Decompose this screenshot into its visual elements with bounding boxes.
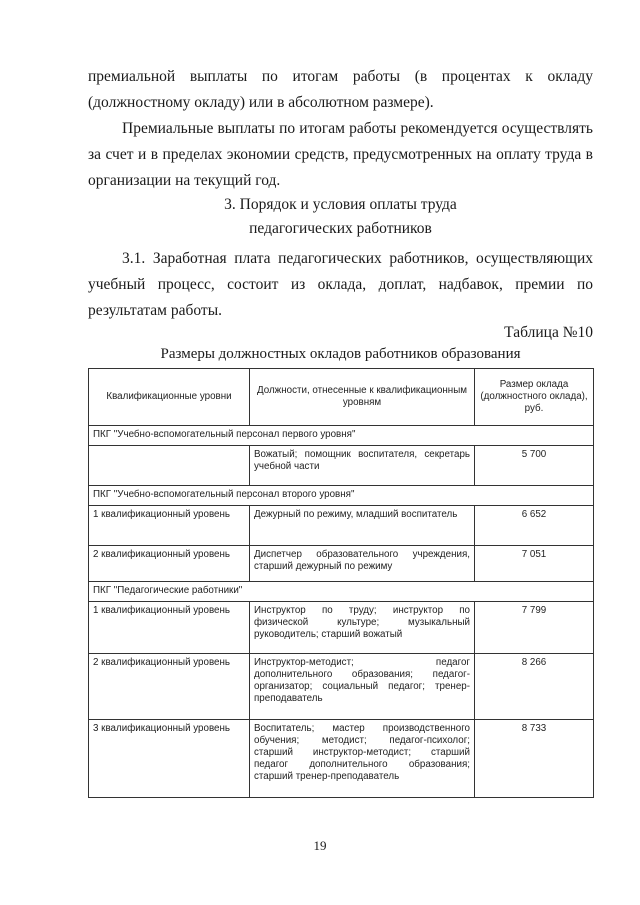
level-cell: 1 квалификационный уровень (89, 602, 250, 654)
group-row (89, 426, 594, 446)
table-row (89, 720, 594, 798)
table-row (89, 602, 594, 654)
paragraph-premium-payments: Премиальные выплаты по итогам работы рекомендуется осуществлять за счет и в пределах экономии средств, предусмотренных на оплату труда в организации на текущий год. (88, 120, 593, 189)
table-number: Таблица №10 (504, 324, 593, 341)
positions-cell: Инструктор-методист; педагог дополнительного образования; педагог-организатор; социальный педагог; тренер-преподаватель (250, 654, 475, 720)
salary-cell: 5 700 (475, 446, 594, 486)
section-subtitle: педагогических работников (249, 220, 432, 237)
header-levels: Квалификационные уровни (89, 369, 250, 426)
level-cell: 1 квалификационный уровень (89, 506, 250, 546)
group-row (89, 582, 594, 602)
table-row (89, 546, 594, 582)
table-header-row (89, 369, 594, 426)
positions-cell: Вожатый; помощник воспитателя, секретарь учебной части (250, 446, 475, 486)
salary-cell: 7 051 (475, 546, 594, 582)
section-title: 3. Порядок и условия оплаты труда (224, 196, 457, 213)
positions-cell: Диспетчер образовательного учреждения, старший дежурный по режиму (250, 546, 475, 582)
level-cell (89, 446, 250, 486)
level-cell: 2 квалификационный уровень (89, 654, 250, 720)
positions-cell: Воспитатель; мастер производственного обучения; методист; педагог-психолог; старший инструктор-методист; старший педагог дополнительного образования; старший тренер-преподаватель (250, 720, 475, 798)
level-cell: 2 квалификационный уровень (89, 546, 250, 582)
page-number: 19 (313, 838, 327, 853)
group-row (89, 486, 594, 506)
header-positions: Должности, отнесенные к квалификационным уровням (250, 369, 475, 426)
positions-cell: Инструктор по труду; инструктор по физической культуре; музыкальный руководитель; старший вожатый (250, 602, 475, 654)
group-title: ПКГ "Учебно-вспомогательный персонал второго уровня" (89, 486, 594, 506)
paragraph-premium-continuation: премиальной выплаты по итогам работы (в процентах к окладу (должностному окладу) или в абсолютном размере). (88, 68, 593, 111)
header-salary: Размер оклада (должностного оклада), руб. (475, 369, 594, 426)
positions-cell: Дежурный по режиму, младший воспитатель (250, 506, 475, 546)
group-title: ПКГ "Учебно-вспомогательный персонал первого уровня" (89, 426, 594, 446)
table-row (89, 654, 594, 720)
table-row (89, 446, 594, 486)
level-cell: 3 квалификационный уровень (89, 720, 250, 798)
table-caption: Размеры должностных окладов работников образования (160, 346, 521, 362)
salary-table (88, 368, 594, 798)
salary-cell: 7 799 (475, 602, 594, 654)
group-title: ПКГ "Педагогические работники" (89, 582, 594, 602)
paragraph-salary-composition: 3.1. Заработная плата педагогических работников, осуществляющих учебный процесс, состоит из оклада, доплат, надбавок, премии по результатам работы. (88, 250, 593, 319)
salary-cell: 8 266 (475, 654, 594, 720)
salary-cell: 6 652 (475, 506, 594, 546)
table-row (89, 506, 594, 546)
salary-cell: 8 733 (475, 720, 594, 798)
